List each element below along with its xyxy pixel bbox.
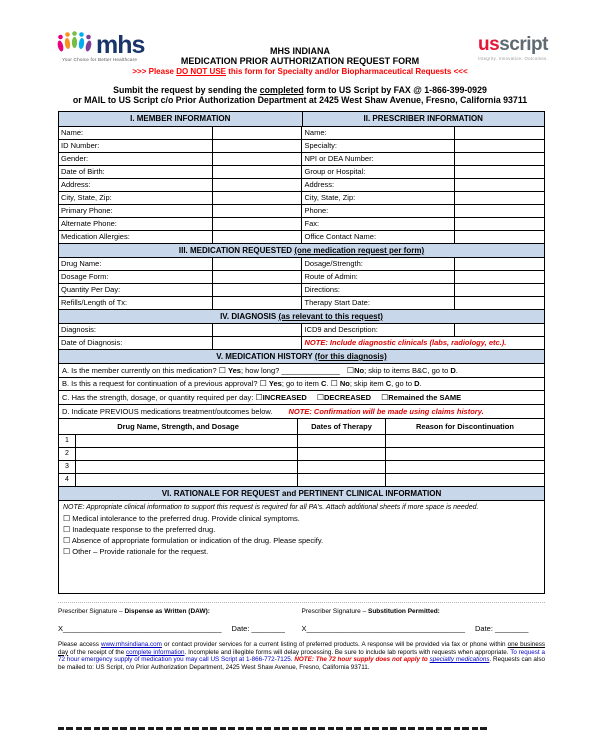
- option-checkbox[interactable]: ☐: [63, 547, 71, 556]
- dosage-form-input[interactable]: [212, 271, 302, 283]
- organization-title: MHS INDIANA: [270, 46, 330, 56]
- prescriber-contact-label: Office Contact Name:: [301, 231, 454, 243]
- table-row: [59, 217, 544, 230]
- member-citystatezip-input[interactable]: [212, 192, 302, 204]
- member-name-input[interactable]: [212, 127, 302, 139]
- separator-line: [58, 602, 545, 603]
- refills-input[interactable]: [212, 297, 302, 309]
- signature-daw-block: [58, 608, 302, 633]
- icd9-input[interactable]: [454, 324, 544, 336]
- date-field-daw[interactable]: Date: ________: [231, 624, 285, 633]
- section-member-header: I. MEMBER INFORMATION: [59, 112, 302, 126]
- table-row: [59, 323, 544, 336]
- table-row: [59, 296, 544, 309]
- member-name-label: Name:: [61, 128, 84, 137]
- option-label: Other – Provide rationale for the request.: [72, 547, 209, 556]
- date-field-substitution[interactable]: Date: ________: [475, 624, 529, 633]
- diagnostic-clinicals-note: NOTE: Include diagnostic clinicals (labs, radiology, etc.).: [301, 337, 544, 349]
- reason-cell-input[interactable]: [385, 448, 544, 460]
- prescriber-specialty-input[interactable]: [454, 140, 544, 152]
- prescriber-name-label: Name:: [301, 127, 454, 139]
- row-number: 3: [65, 463, 69, 470]
- row-number: 2: [65, 450, 69, 457]
- emergency-supply-note: To request a 72 hour emergency supply of medication you may call US Script at 1-866-772-7125.: [58, 648, 545, 664]
- section-medication-header-row: [59, 243, 544, 257]
- option-checkbox[interactable]: ☐: [63, 514, 71, 523]
- table-row: [59, 283, 544, 296]
- specialty-medications-link: specialty medications: [429, 656, 490, 664]
- table-row: [59, 152, 544, 165]
- table-row: [59, 257, 544, 270]
- member-address-input[interactable]: [212, 179, 302, 191]
- dates-cell-input[interactable]: [297, 448, 385, 460]
- quantity-per-day-input[interactable]: [212, 284, 302, 296]
- member-alternate-phone-label: Alternate Phone:: [61, 219, 117, 228]
- fax-instruction: Sumbit the request by sending the completed form to US Script by FAX @ 1-866-399-0929: [113, 85, 487, 95]
- prescriber-citystatezip-label: City, State, Zip:: [301, 192, 454, 204]
- therapy-start-date-input[interactable]: [454, 297, 544, 309]
- currently-on-medication-no-checkbox[interactable]: ☐: [346, 366, 355, 375]
- history-question-a: A. Is the member currently on this medication? ☐ Yes; how long? ______________ ☐No; skip to items B&C, go to D.: [59, 363, 544, 377]
- remained-same-checkbox[interactable]: ☐: [381, 393, 389, 402]
- 72-hour-note: NOTE: The 72 hour supply does not apply to: [294, 656, 430, 664]
- member-gender-label: Gender:: [61, 154, 89, 163]
- prescriber-phone-input[interactable]: [454, 205, 544, 217]
- reason-cell-input[interactable]: [385, 474, 544, 486]
- rationale-note: NOTE: Appropriate clinical information to support this request is required for all PA's. Attach additional sheets if more space is needed.: [63, 504, 479, 511]
- table-row: [59, 336, 544, 349]
- route-of-admin-label: Route of Admin:: [301, 271, 454, 283]
- signature-section: [58, 608, 545, 633]
- drug-cell-input[interactable]: [75, 435, 297, 447]
- section-rationale-header: VI. RATIONALE FOR REQUEST and PERTINENT CLINICAL INFORMATION: [59, 487, 544, 500]
- dates-cell-input[interactable]: [297, 461, 385, 473]
- mhs-logo-text: mhs: [96, 31, 145, 59]
- member-citystatezip-label: City, State, Zip:: [61, 193, 112, 202]
- prescriber-npi-input[interactable]: [454, 153, 544, 165]
- date-of-diagnosis-label: Date of Diagnosis:: [61, 338, 123, 347]
- prescriber-phone-label: Phone:: [301, 205, 454, 217]
- usscript-us-text: us: [478, 34, 500, 55]
- drug-name-input[interactable]: [212, 258, 302, 270]
- dates-cell-input[interactable]: [297, 474, 385, 486]
- decreased-checkbox[interactable]: ☐: [316, 393, 324, 402]
- diagnosis-label: Diagnosis:: [61, 325, 97, 334]
- row-number: 4: [65, 476, 69, 483]
- prescriber-npi-label: NPI or DEA Number:: [301, 153, 454, 165]
- table-row: [59, 139, 544, 152]
- prescriber-address-label: Address:: [301, 179, 454, 191]
- form-title: MEDICATION PRIOR AUTHORIZATION REQUEST FORM: [180, 56, 420, 66]
- column-header-dates: Dates of Therapy: [297, 419, 385, 434]
- rationale-option-other[interactable]: [63, 546, 540, 557]
- dosage-strength-label: Dosage/Strength:: [301, 258, 454, 270]
- table-row: [59, 126, 544, 139]
- form-header: [0, 0, 600, 105]
- directions-label: Directions:: [301, 284, 454, 296]
- table-row: [59, 165, 544, 178]
- section-diagnosis-header: IV. DIAGNOSIS (as relevant to this request): [59, 310, 544, 323]
- option-label: Medical intolerance to the preferred drug. Provide clinical symptoms.: [72, 514, 300, 523]
- table-row: [59, 204, 544, 217]
- usscript-script-text: script: [499, 34, 548, 55]
- quantity-per-day-label: Quantity Per Day:: [61, 285, 121, 294]
- signature-line-daw[interactable]: X______________________________________ Date: ________: [58, 624, 285, 633]
- history-question-b: B. Is this a request for continuation of a previous approval? ☐ Yes; go to item C. ☐ No; skip item C, go to D.: [59, 377, 544, 390]
- section-prescriber-header: II. PRESCRIBER INFORMATION: [302, 112, 545, 126]
- prescriber-citystatezip-input[interactable]: [454, 192, 544, 204]
- member-gender-input[interactable]: [212, 153, 302, 165]
- section-medication-header: III. MEDICATION REQUESTED (one medication request per form): [59, 244, 544, 257]
- section-rationale-header-row: [59, 486, 544, 500]
- rationale-body: [59, 501, 544, 593]
- icd9-label: ICD9 and Description:: [301, 324, 454, 336]
- usscript-tagline: Integrity. Innovation. Outcomes.: [478, 56, 548, 61]
- history-question-d: [59, 404, 544, 418]
- increased-checkbox[interactable]: ☐: [255, 393, 263, 402]
- route-of-admin-input[interactable]: [454, 271, 544, 283]
- dates-cell-input[interactable]: [297, 435, 385, 447]
- signature-label-substitution: Prescriber Signature – Substitution Permitted:: [301, 608, 440, 615]
- question-b-text: B. Is this a request for continuation of a previous approval?: [62, 379, 260, 388]
- usscript-logo: [478, 34, 548, 61]
- section-history-header: V. MEDICATION HISTORY (for this diagnosis): [59, 350, 544, 363]
- prescriber-name-input[interactable]: [454, 127, 544, 139]
- section-1-2-header-row: [59, 112, 544, 126]
- mail-instruction: or MAIL to US Script c/o Prior Authorization Department at 2425 West Shaw Avenue, Fresno, California 93711: [72, 95, 528, 105]
- reason-cell-input[interactable]: [385, 435, 544, 447]
- mhs-tagline: Your Choice for Better Healthcare: [62, 57, 138, 62]
- column-header-drug: Drug Name, Strength, and Dosage: [117, 422, 239, 431]
- rationale-option-inadequate[interactable]: [63, 524, 540, 535]
- previous-medication-row: [59, 460, 544, 473]
- mhs-people-icon: [56, 30, 94, 56]
- table-row: [59, 178, 544, 191]
- prescriber-fax-input[interactable]: [454, 218, 544, 230]
- member-primary-phone-label: Primary Phone:: [61, 206, 113, 215]
- prescriber-group-input[interactable]: [454, 166, 544, 178]
- section-history-header-row: [59, 349, 544, 363]
- table-row: [59, 270, 544, 283]
- signature-substitution-block: [302, 608, 546, 633]
- reason-cell-input[interactable]: [385, 461, 544, 473]
- rationale-body-row: [59, 500, 544, 593]
- prescriber-fax-label: Fax:: [301, 218, 454, 230]
- signature-label-daw: Prescriber Signature – Dispense as Written (DAW):: [58, 608, 210, 615]
- refills-label: Refills/Length of Tx:: [61, 298, 128, 307]
- row-number: 1: [65, 437, 69, 444]
- member-allergies-label: Medication Allergies:: [61, 232, 130, 241]
- member-dob-label: Date of Birth:: [61, 167, 105, 176]
- column-header-reason: Reason for Discontinuation: [385, 419, 544, 434]
- drug-cell-input[interactable]: [75, 474, 297, 486]
- mhs-logo: [56, 30, 144, 62]
- member-dob-input[interactable]: [212, 166, 302, 178]
- question-d-text: D. Indicate PREVIOUS medications treatment/outcomes below.: [62, 407, 273, 416]
- signature-line-substitution[interactable]: X______________________________________ Date: ________: [301, 624, 529, 633]
- member-allergies-input[interactable]: [212, 231, 302, 243]
- option-label: Absence of appropriate formulation or indication of the drug. Please specify.: [71, 536, 324, 545]
- member-id-input[interactable]: [212, 140, 302, 152]
- dosage-strength-input[interactable]: [454, 258, 544, 270]
- member-address-label: Address:: [61, 180, 91, 189]
- claims-history-note: NOTE: Confirmation will be made using claims history.: [288, 407, 484, 416]
- drug-cell-input[interactable]: [75, 448, 297, 460]
- table-row: [59, 191, 544, 204]
- do-not-use-warning: >>> Please DO NOT USE this form for Specialty and/or Biopharmaceutical Requests <<<: [132, 67, 468, 76]
- previous-medication-row: [59, 447, 544, 460]
- prescriber-group-label: Group or Hospital:: [301, 166, 454, 178]
- prescriber-address-input[interactable]: [454, 179, 544, 191]
- history-question-c: C. Has the strength, dosage, or quantity required per day: ☐INCREASED ☐DECREASED ☐Remained the SAME: [59, 390, 544, 404]
- section-diagnosis-header-row: [59, 309, 544, 323]
- option-checkbox[interactable]: ☐: [63, 536, 71, 545]
- prescriber-contact-input[interactable]: [454, 231, 544, 243]
- rationale-option-intolerance[interactable]: [63, 513, 540, 524]
- member-primary-phone-input[interactable]: [212, 205, 302, 217]
- dosage-form-label: Dosage Form:: [61, 272, 109, 281]
- diagnosis-input[interactable]: [212, 324, 302, 336]
- option-checkbox[interactable]: ☐: [63, 525, 71, 534]
- previous-medication-row: [59, 434, 544, 447]
- previous-medication-row: [59, 473, 544, 486]
- directions-input[interactable]: [454, 284, 544, 296]
- member-id-label: ID Number:: [61, 141, 100, 150]
- previous-medications-header-row: [59, 418, 544, 434]
- table-row: [59, 230, 544, 243]
- continuation-yes-checkbox[interactable]: ☐: [259, 379, 267, 388]
- question-c-text: C. Has the strength, dosage, or quantity required per day:: [62, 393, 256, 402]
- website-link: www.mhsindiana.com: [101, 641, 162, 648]
- prescriber-specialty-label: Specialty:: [301, 140, 454, 152]
- drug-cell-input[interactable]: [75, 461, 297, 473]
- continuation-no-checkbox[interactable]: ☐: [330, 379, 338, 388]
- option-label: Inadequate response to the preferred drug.: [72, 525, 216, 534]
- drug-name-label: Drug Name:: [61, 259, 102, 268]
- therapy-start-date-label: Therapy Start Date:: [301, 297, 454, 309]
- date-of-diagnosis-input[interactable]: [212, 337, 302, 349]
- footer-instructions: Please access www.mhsindiana.com or contact provider services for a current listing of preferred products. A response will be provided via fax or phone within one business day of the receipt of the complete information. Incomplete and illegible forms will delay processing. Be sure to include lab reports with requests when appropriate. To request a 72 hour emergency supply of medication you may call US Script at 1-866-772-7125. NOTE: The 72 hour supply does not apply to specialty medications. Requests can also be mailed to: US Script, c/o Prior Authorization Department, 2425 West Shaw Avenue, Fresno, California 93711.: [58, 641, 546, 671]
- rationale-option-absence[interactable]: [63, 535, 540, 546]
- question-a-text: A. Is the member currently on this medication?: [62, 366, 219, 375]
- form-table: [58, 111, 545, 594]
- currently-on-medication-yes-checkbox[interactable]: ☐: [218, 366, 226, 375]
- member-alternate-phone-input[interactable]: [212, 218, 302, 230]
